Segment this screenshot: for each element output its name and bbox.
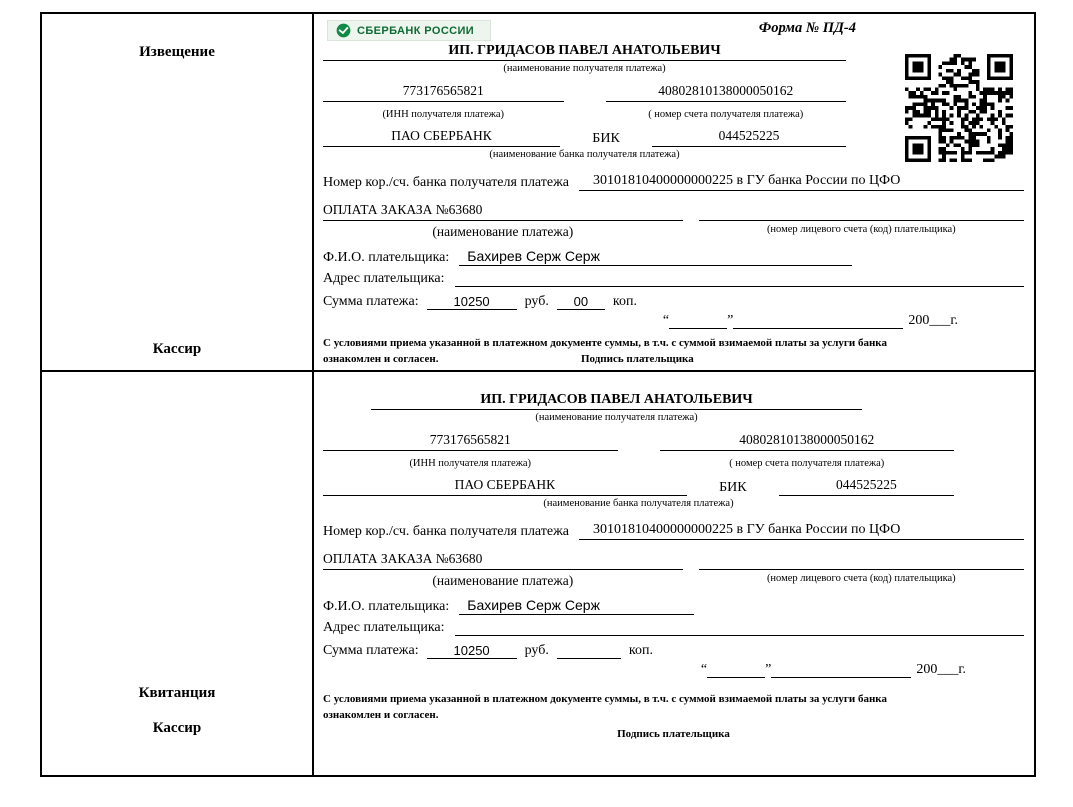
form-number: Форма № ПД-4 <box>758 20 856 36</box>
date-row-2 <box>323 662 966 678</box>
payer-name-row-2 <box>323 596 694 616</box>
payer-signature-label: Подпись плательщика <box>581 353 694 366</box>
bank-bik-row-2 <box>323 476 954 496</box>
sberbank-logo-icon <box>336 23 351 38</box>
bik-value-2: 044525225 <box>779 476 954 496</box>
date-year-2: 200___г. <box>916 662 966 678</box>
amount-row <box>323 294 1024 310</box>
cashier-label-top: Кассир <box>152 341 202 357</box>
bank-caption: (наименование банка получателя платежа) <box>489 149 680 161</box>
payer-address-label: Адрес плательщика: <box>323 271 445 287</box>
payment-name-value-2: ОПЛАТА ЗАКАЗА №63680 <box>323 549 683 570</box>
payment-name-row-2 <box>323 549 1024 570</box>
payer-name-value-2: Бахирев Серж Серж <box>459 596 694 616</box>
quote-open: “ <box>662 313 670 329</box>
payee-name: ИП. ГРИДАСОВ ПАВЕЛ АНАТОЛЬЕВИЧ <box>323 43 846 61</box>
bik-label: БИК <box>592 131 620 147</box>
date-month-blank <box>733 328 903 329</box>
amount-kop-blank-2 <box>557 658 621 659</box>
payer-address-row <box>323 271 1024 287</box>
receipt-side-column <box>42 372 314 775</box>
corr-account-value-2: 30101810400000000225 в ГУ банка России по ЦФО <box>579 521 1024 541</box>
bank-bik-row <box>323 127 846 147</box>
receipt-section <box>42 372 1034 775</box>
cashier-label-bottom: Кассир <box>152 720 202 736</box>
amount-rub-value-2: 10250 <box>427 643 517 659</box>
date-day-blank-2 <box>707 677 765 678</box>
personal-account-blank <box>699 200 1024 221</box>
inn-account-row <box>323 82 846 102</box>
payment-name-row <box>323 200 1024 221</box>
payment-form-pd4 <box>40 12 1036 777</box>
notice-header <box>323 20 1024 43</box>
corr-account-label: Номер кор./сч. банка получателя платежа <box>323 175 569 191</box>
amount-rub-value: 10250 <box>427 294 517 310</box>
kop-label-2: коп. <box>628 643 653 659</box>
payee-caption-2: (наименование получателя платежа) <box>535 412 698 423</box>
corr-account-row <box>323 172 1024 192</box>
terms-text-2: ознакомлен и согласен. <box>323 353 439 366</box>
sberbank-logo <box>327 20 491 41</box>
account-value: 40802810138000050162 <box>606 82 847 102</box>
terms-text: С условиями приема указанной в платежном документе суммы, в т.ч. с суммой взимаемой платы за услуги банка <box>323 337 887 350</box>
payment-captions-row <box>323 222 1024 242</box>
receipt-label: Квитанция <box>138 685 216 701</box>
payer-name-label-2: Ф.И.О. плательщика: <box>323 599 450 615</box>
amount-kop-value: 00 <box>557 294 605 310</box>
receipt-form <box>314 372 1034 775</box>
inn-value-2: 773176565821 <box>323 431 618 451</box>
bank-name-value-2: ПАО СБЕРБАНК <box>323 476 687 496</box>
corr-account-value: 30101810400000000225 в ГУ банка России по ЦФО <box>579 172 1024 192</box>
inn-account-row-2 <box>323 431 954 451</box>
payer-address-blank <box>455 286 1024 287</box>
inn-account-captions <box>323 107 846 123</box>
notice-section <box>42 14 1034 372</box>
terms-line2-row-2 <box>323 708 1024 724</box>
rub-label-2: руб. <box>524 643 549 659</box>
corr-account-row-2 <box>323 521 1024 541</box>
inn-caption: (ИНН получателя платежа) <box>382 109 505 121</box>
inn-value: 773176565821 <box>323 82 564 102</box>
personal-account-caption-2: (номер лицевого счета (код) плательщика) <box>766 573 956 585</box>
payer-name-value: Бахирев Серж Серж <box>459 247 852 267</box>
payment-caption-2: (наименование платежа) <box>432 573 574 589</box>
quote-close: ” <box>727 313 734 329</box>
payment-name-value: ОПЛАТА ЗАКАЗА №63680 <box>323 200 683 221</box>
kop-label: коп. <box>612 294 637 310</box>
amount-label: Сумма платежа: <box>323 294 419 310</box>
notice-side-column <box>42 14 314 370</box>
date-day-blank <box>669 328 727 329</box>
bank-caption-2: (наименование банка получателя платежа) <box>543 498 734 510</box>
payer-address-blank-2 <box>455 635 1024 636</box>
bik-label-2: БИК <box>719 480 747 496</box>
personal-account-caption: (номер лицевого счета (код) плательщика) <box>766 224 956 236</box>
payment-caption: (наименование платежа) <box>432 224 574 240</box>
personal-account-blank-2 <box>699 549 1024 570</box>
corr-account-label-2: Номер кор./сч. банка получателя платежа <box>323 524 569 540</box>
inn-account-captions-2 <box>323 456 954 472</box>
account-caption: ( номер счета получателя платежа) <box>648 109 804 121</box>
payer-signature-label-2: Подпись плательщика <box>617 728 730 741</box>
notice-top-block <box>323 43 846 164</box>
sberbank-logo-text: СБЕРБАНК РОССИИ <box>357 24 475 37</box>
payer-name-label: Ф.И.О. плательщика: <box>323 250 450 266</box>
notice-form <box>314 14 1034 370</box>
terms-line2-row <box>323 352 1024 368</box>
notice-label: Извещение <box>139 44 215 60</box>
receipt-top-block <box>323 392 954 513</box>
date-row <box>323 313 958 329</box>
account-value-2: 40802810138000050162 <box>660 431 955 451</box>
payer-address-label-2: Адрес плательщика: <box>323 620 445 636</box>
bik-value: 044525225 <box>652 127 846 147</box>
payer-name-row <box>323 247 852 267</box>
account-caption-2: ( номер счета получателя платежа) <box>729 458 885 470</box>
amount-row-2 <box>323 643 1024 659</box>
bank-name-value: ПАО СБЕРБАНК <box>323 127 560 147</box>
date-year: 200___г. <box>908 313 958 329</box>
qr-code <box>900 54 1018 162</box>
date-month-blank-2 <box>771 677 911 678</box>
inn-caption-2: (ИНН получателя платежа) <box>409 458 532 470</box>
payee-caption: (наименование получателя платежа) <box>503 63 666 74</box>
quote-open-2: “ <box>700 662 708 678</box>
amount-label-2: Сумма платежа: <box>323 643 419 659</box>
payer-address-row-2 <box>323 620 1024 636</box>
quote-close-2: ” <box>765 662 772 678</box>
terms-text-s2: С условиями приема указанной в платежном документе суммы, в т.ч. с суммой взимаемой платы за услуги банка <box>323 693 887 706</box>
terms-text-2-s2: ознакомлен и согласен. <box>323 709 439 722</box>
rub-label: руб. <box>524 294 549 310</box>
receipt-title-wrap <box>371 392 862 426</box>
payment-captions-row-2 <box>323 571 1024 591</box>
payee-name-2: ИП. ГРИДАСОВ ПАВЕЛ АНАТОЛЬЕВИЧ <box>371 392 862 410</box>
